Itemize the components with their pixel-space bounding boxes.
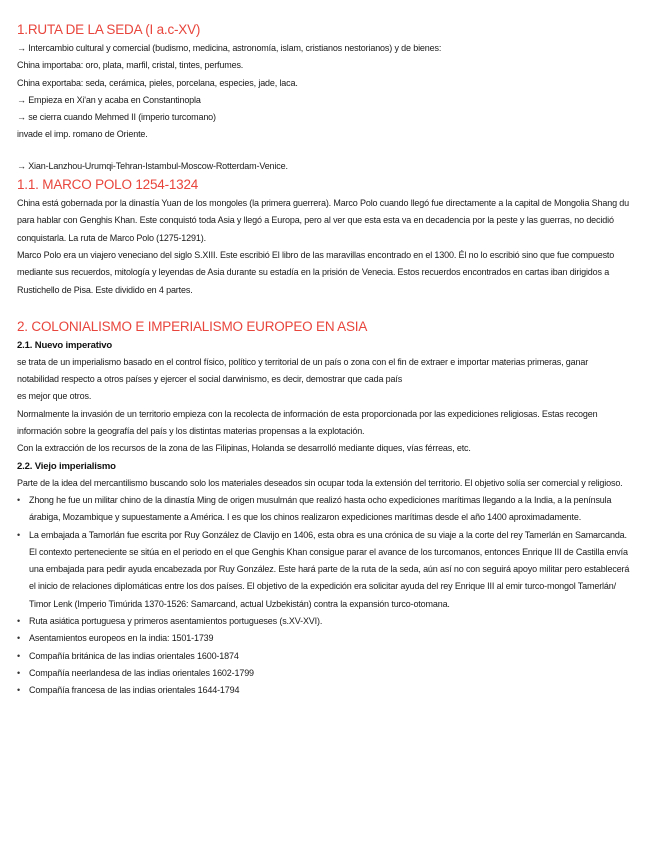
- text-line: China importaba: oro, plata, marfil, cristal, tintes, perfumes.: [17, 60, 244, 71]
- subsection-2-2-title: 2.2. Viejo imperialismo: [17, 460, 116, 472]
- list-item: • La embajada a Tamorlán fue escrita por Ruy González de Clavijo en 1406, esta obra es una crónica de su viaje a la corte del rey Tamerlán en Samarcanda. El contexto perteneciente se sitúa en el periodo en el que Genghis Khan consigue parar el avance de los turcomanos, entonces Enrique III de Castilla envía una embajada para pedir ayuda encabezada por Ruy González. Este hará parte de la ruta de la seda, aún así no con seguirá apoyo militar pero establecerá el inicio de relaciones diplomáticas entre los dos países. El objetivo de la expedición era solicitar ayuda del rey Enrique III al emir turco-mongol Tamerlán/ Timor Lenk (Imperio Timúrida 1370-1526: Samarcand, actual Uzbekistán) contra la expansión turco-otomana.: [17, 527, 630, 613]
- subsection-2-1-title: 2.1. Nuevo imperativo: [17, 339, 113, 351]
- section-2-title: 2. COLONIALISMO E IMPERIALISMO EUROPEO EN ASIA: [17, 318, 368, 334]
- list-item: • Compañía francesa de las indias orientales 1644-1794: [17, 682, 630, 699]
- spacer: [17, 144, 630, 158]
- paragraph: Parte de la idea del mercantilismo buscando solo los materiales deseados sin ocupar toda la extensión del territorio. El objetivo solía ser comercial y religioso.: [17, 477, 623, 488]
- list-item: • Asentamientos europeos en la india: 1501-1739: [17, 630, 630, 647]
- section-1-1-body: [17, 195, 630, 299]
- text-line: invade el imp. romano de Oriente.: [17, 129, 148, 140]
- text-line: China exportaba: seda, cerámica, pieles, porcelana, especies, jade, laca.: [17, 77, 298, 88]
- list-item: • Compañía neerlandesa de las indias orientales 1602-1799: [17, 665, 630, 682]
- section-1-title: 1.RUTA DE LA SEDA (I a.c-XV): [17, 22, 201, 37]
- text-line: → se cierra cuando Mehmed II (imperio turcomano): [17, 112, 216, 123]
- list-item: • Compañía británica de las indias orientales 1600-1874: [17, 648, 630, 665]
- paragraph: Normalmente la invasión de un territorio empieza con la recolecta de información de esta proporcionada por las expediciones religiosas. Estas recogen información sobre la geografía del país y los distintas materias propensas a la explotación.: [17, 408, 598, 437]
- section-1-body: [17, 40, 630, 175]
- paragraph: es mejor que otros.: [17, 391, 92, 402]
- text-line: → Empieza en Xi'an y acaba en Constantinopla: [17, 94, 201, 105]
- spacer: [17, 299, 630, 317]
- bullet-list: [17, 492, 630, 700]
- list-item: • Zhong he fue un militar chino de la dinastía Ming de origen musulmán que realizó hasta ocho expediciones marítimas llegando a la India, a la península árabiga, Mozambique y supuestamente a América. I es que los chinos realizaron expediciones marítimas desde el año 1400 aproximadamente.: [17, 492, 630, 527]
- paragraph: se trata de un imperialismo basado en el control físico, político y territorial de un país o zona con el fin de extraer e importar materias primeras, ganar notabilidad respecto a otros países y ejercer el social darwinismo, es decir, demostrar que cada país: [17, 356, 589, 385]
- section-2-body: [17, 337, 630, 700]
- text-line: → Intercambio cultural y comercial (budismo, medicina, astronomía, islam, cristianos nestorianos) y de bienes:: [17, 43, 442, 53]
- section-1-1-title: 1.1. MARCO POLO 1254-1324: [17, 177, 199, 193]
- paragraph: Marco Polo era un viajero veneciano del siglo S.XIII. Este escribió El libro de las maravillas encontrado en el 1300. Él no lo escribió sino que fue compuesto mediante sus recuerdos, mitología y leyendas de Asia durante su estadía en la prisión de Venecia. Estos recuerdos encontrados en cartas iban dirigidos a Rustichello de Pisa. Este dividido en 4 partes.: [17, 249, 615, 295]
- list-item: • Ruta asiática portuguesa y primeros asentamientos portugueses (s.XV-XVI).: [17, 613, 630, 630]
- paragraph: Con la extracción de los recursos de la zona de las Filipinas, Holanda se desarrolló mediante diques, vías férreas, etc.: [17, 443, 471, 454]
- route-line: → Xian-Lanzhou-Urumqi-Tehran-Istambul-Moscow-Rotterdam-Venice.: [17, 160, 288, 171]
- paragraph: China está gobernada por la dinastía Yuan de los mongoles (la primera guerrera). Marco Polo cuando llegó fue directamente a la capital de Mongolia Shang du para hablar con Genghis Khan. Este conquistó toda Asia y llegó a Europa, pero al ver que esta esta va en decadencia por la peste y las guerras, no decidió conquistarla. La ruta de Marco Polo (1275-1291).: [17, 198, 629, 243]
